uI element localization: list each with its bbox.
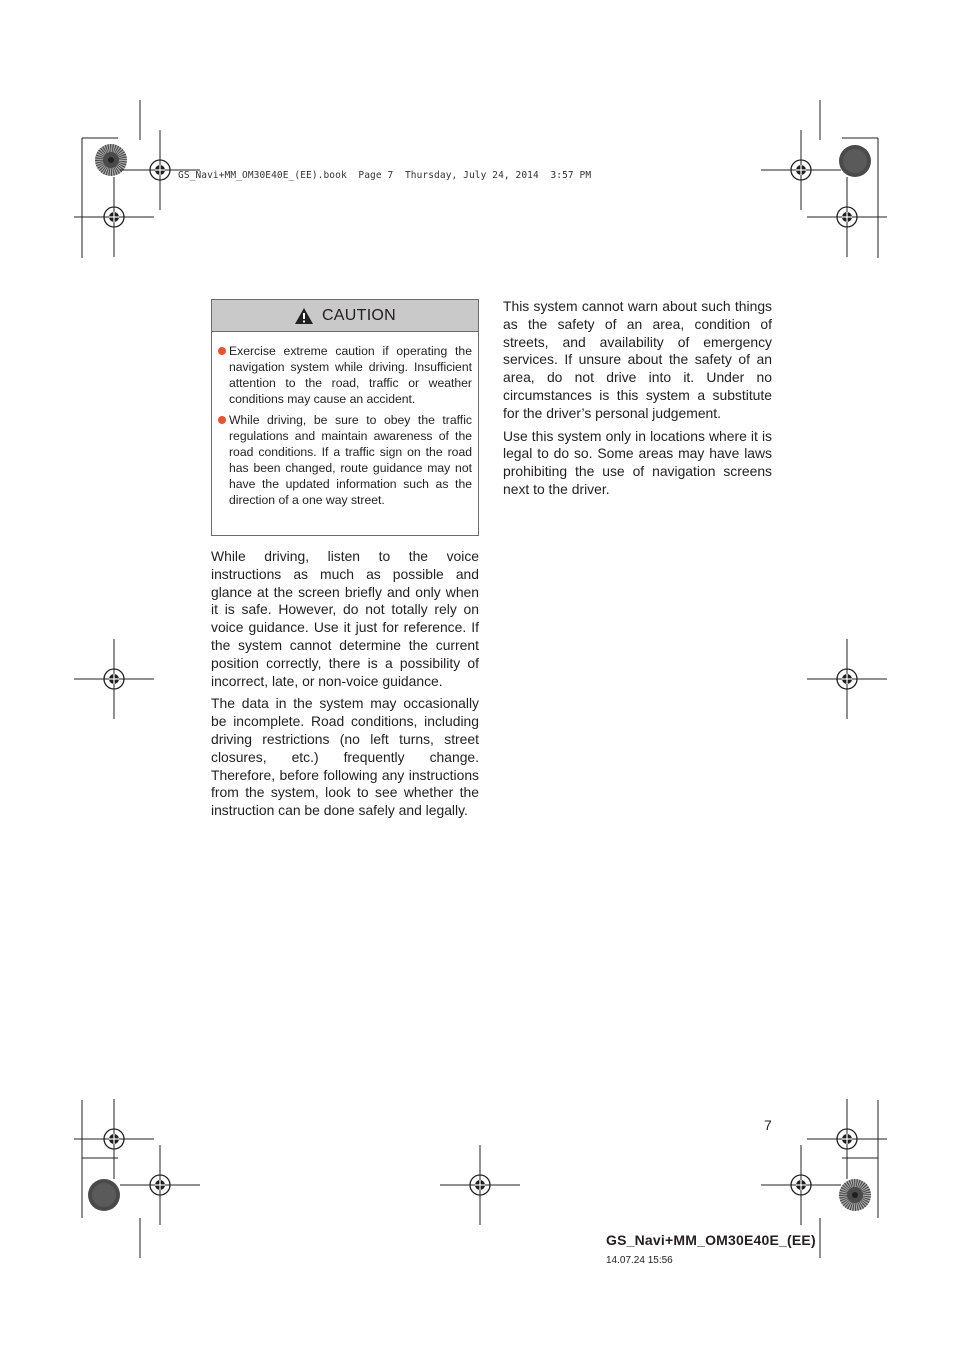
paragraph: Use this system only in locations where it is legal to do so. Some areas may have laws prohibiting the use of navigation screens next to the driver. <box>503 427 772 497</box>
bottom-right-starburst-mark <box>839 1179 871 1211</box>
caution-item <box>218 343 472 407</box>
caution-title: CAUTION <box>321 306 397 324</box>
caution-item <box>218 412 472 508</box>
print-timestamp: 14.07.24 15:56 <box>606 1255 673 1266</box>
paragraph: The data in the system may occasionally be incomplete. Road conditions, including driving restrictions (no left turns, street closures, etc.) frequently change. Therefore, before following any instructions from the system, look to see whether the instruction can be done safely and legally. <box>211 695 479 819</box>
crosshair-marks <box>74 130 887 1225</box>
book-file-slug: GS_Navi+MM_OM30E40E_(EE).book Page 7 Thursday, July 24, 2014 3:57 PM <box>178 170 592 181</box>
top-right-gray-mark <box>839 145 871 177</box>
warning-icon <box>294 307 314 325</box>
paragraph: This system cannot warn about such things as the safety of an area, condition of streets, and availability of emergency services. If unsure about the safety of an area, do not drive into it. Under no circumstances is this system a substitute for the driver’s personal judgement. <box>503 298 772 421</box>
left-column-text <box>211 548 479 825</box>
paragraph: While driving, listen to the voice instructions as much as possible and glance at the screen briefly and only when it is safe. However, do not totally rely on voice guidance. Use it just for reference. If the system cannot determine the current position correctly, there is a possibility of incorrect, late, or non-voice guidance. <box>211 548 479 689</box>
caution-header <box>212 300 478 332</box>
top-left-starburst-mark <box>95 144 127 176</box>
caution-box <box>211 299 479 536</box>
bullet-icon <box>218 416 226 424</box>
bottom-left-gray-mark <box>88 1179 120 1211</box>
caution-item-text: Exercise extreme caution if operating the navigation system while driving. Insufficient attention to the road, traffic or weather conditions may cause an accident. <box>229 344 472 406</box>
bullet-icon <box>218 347 226 355</box>
caution-item-text: While driving, be sure to obey the traffic regulations and maintain awareness of the road conditions. If a traffic sign on the road has been changed, route guidance may not have the updated information such as the direction of a one way street. <box>229 413 472 507</box>
right-column-text <box>503 298 772 504</box>
trim-lines <box>82 100 878 1258</box>
caution-list <box>212 332 478 508</box>
page-number: 7 <box>764 1117 772 1133</box>
document-code: GS_Navi+MM_OM30E40E_(EE) <box>606 1232 816 1248</box>
